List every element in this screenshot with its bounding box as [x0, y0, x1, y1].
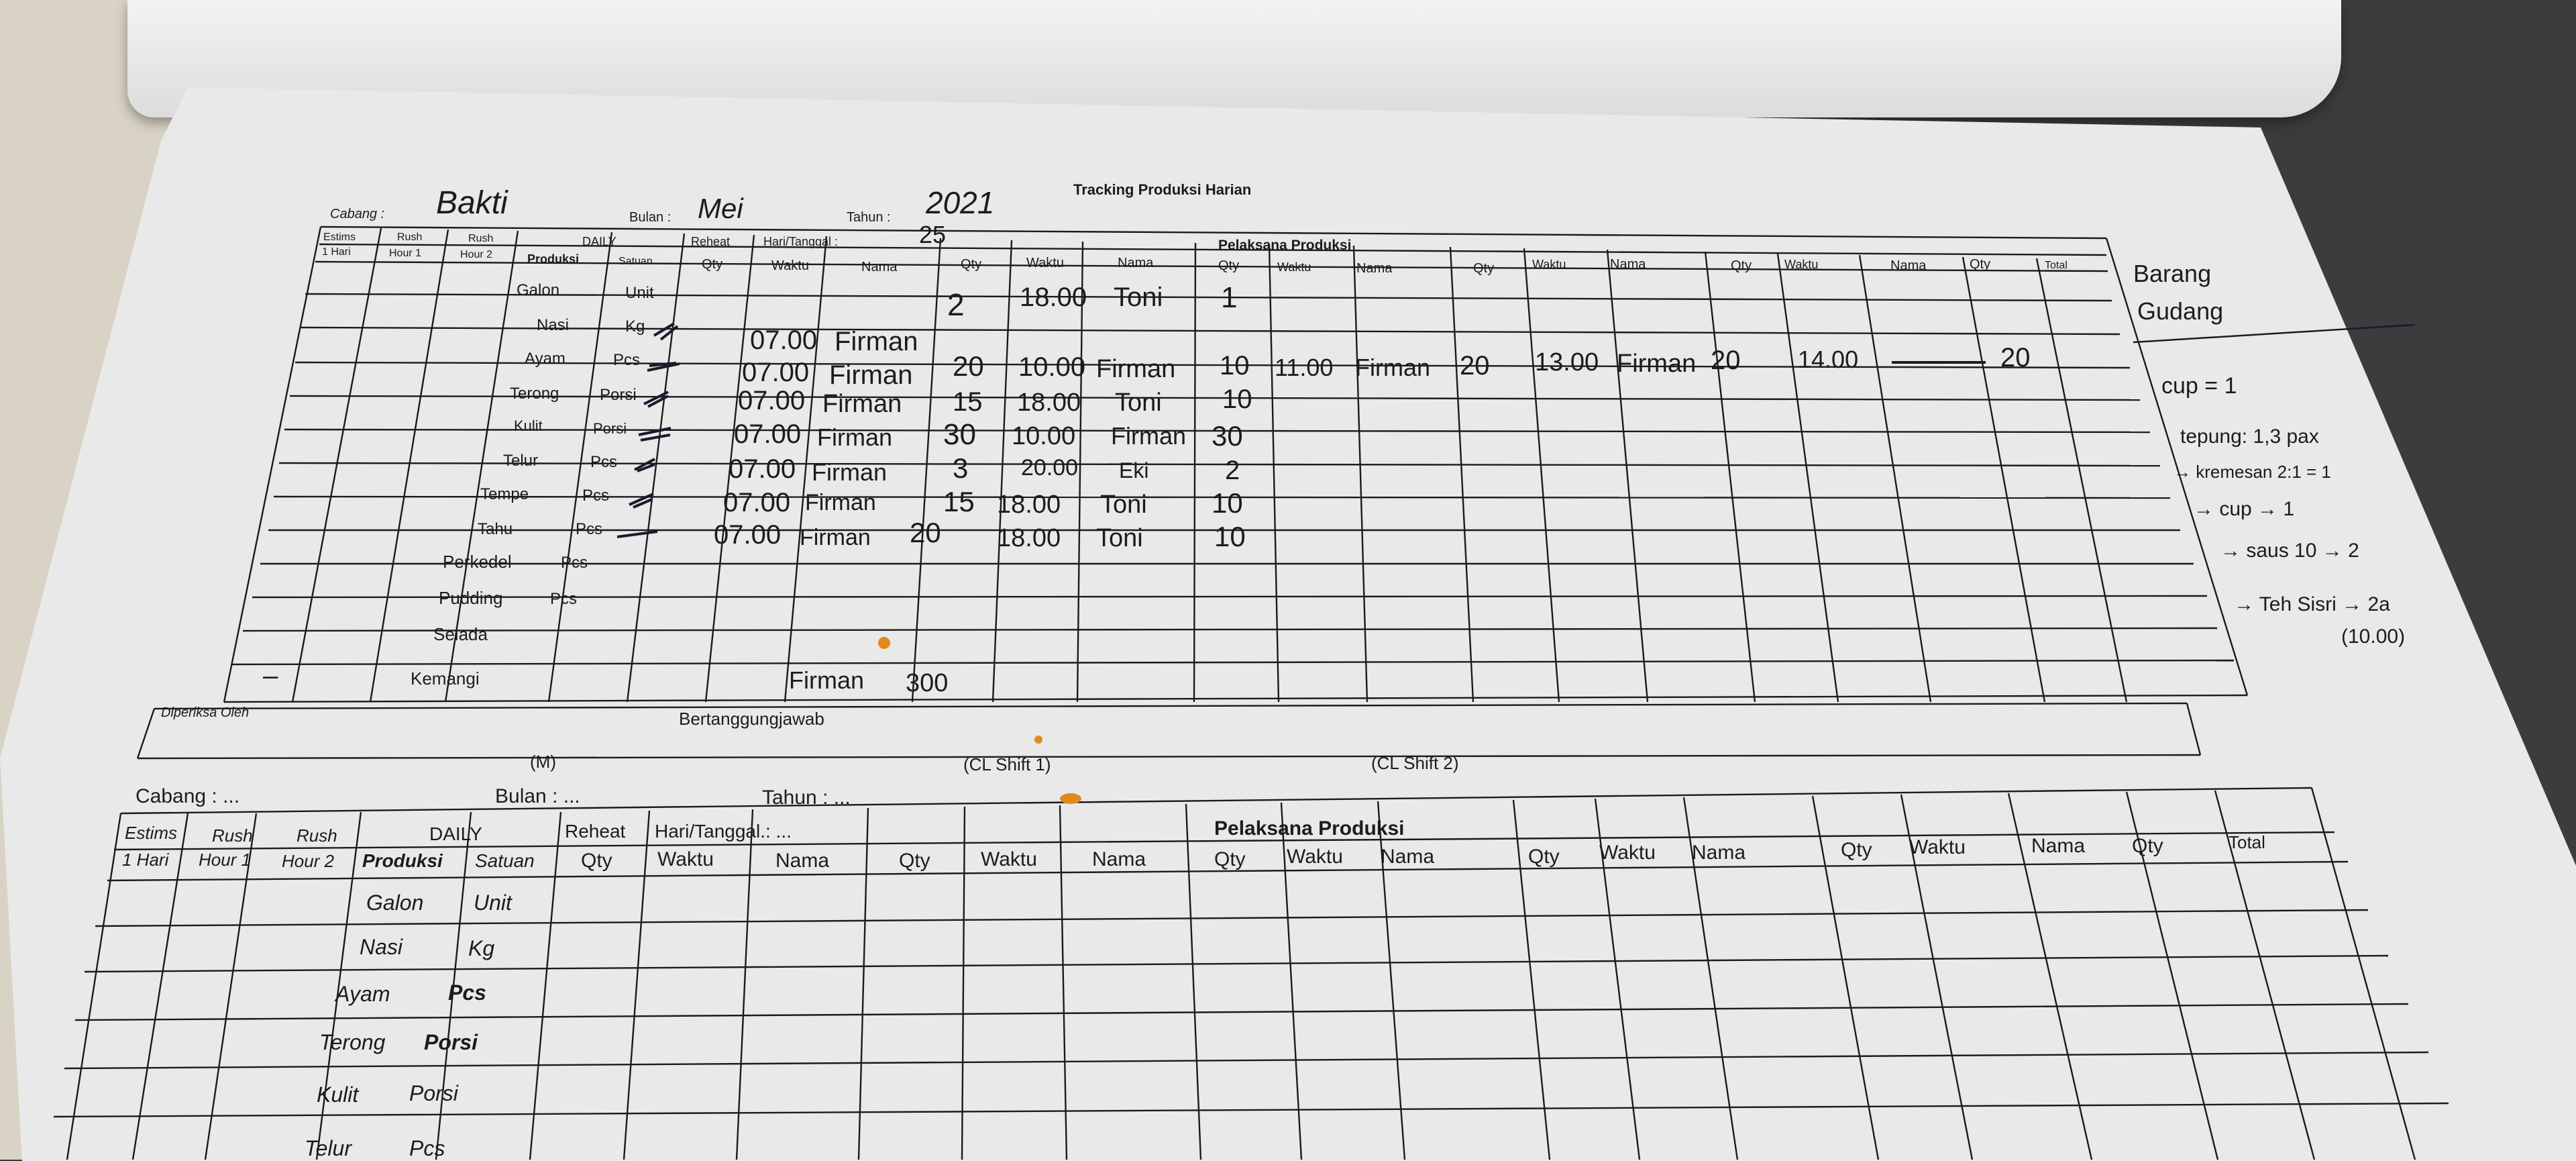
note-tepung: tepung: 1,3 pax [2180, 425, 2319, 448]
header-waktu-4: Waktu [1532, 258, 1566, 271]
header-qty-reheat: Qty [702, 257, 723, 272]
kulit-waktu2: 10.00 [1012, 422, 1076, 450]
row-nasi: Nasi [537, 316, 570, 334]
header-produksi: Produksi [527, 252, 580, 266]
ayam-nama4: Firman [1617, 350, 1697, 378]
b-header-qty-3: Qty [1528, 846, 1560, 868]
note-divider [2133, 325, 2415, 342]
tahu-qty1: 20 [910, 517, 941, 548]
telur-waktu2: 20.00 [1021, 455, 1079, 481]
bertanggungjawab: Bertanggungjawab [679, 709, 824, 729]
bottom-product-rows [305, 891, 513, 1160]
note-cup-2: → cup → 1 [2194, 498, 2295, 520]
cabang-label-2: Cabang : ... [136, 785, 240, 807]
b-header-satuan: Satuan [475, 850, 535, 871]
header-qty-3: Qty [1473, 261, 1495, 276]
tahun-label-2: Tahun : ... [762, 787, 851, 809]
note-teh: → Teh Sisri → 2a [2234, 593, 2390, 615]
ayam-waktu3: 11.00 [1275, 354, 1334, 381]
telur-waktu1: 07.00 [729, 454, 796, 484]
kulit-nama2: Firman [1111, 422, 1187, 450]
kemangi-nama: Firman [789, 666, 865, 694]
b-header-rush1: Rush [212, 825, 253, 846]
sign-cl-shift-2: (CL Shift 2) [1371, 753, 1459, 773]
telur-qty1: 3 [953, 452, 969, 484]
header-qty-5: Qty [1970, 257, 1991, 272]
ayam-qty1: 20 [953, 350, 984, 382]
terong-waktu2: 18.00 [1017, 389, 1081, 417]
row-kulit: Kulit [514, 417, 543, 434]
b-header-nama-1: Nama [775, 850, 830, 872]
galon-nama2: Toni [1114, 283, 1163, 312]
satuan-kulit: Porsi [593, 420, 627, 437]
nasi-nama1: Firman [835, 327, 918, 356]
sign-cl-shift-1: (CL Shift 1) [963, 754, 1051, 774]
tahu-waktu1: 07.00 [714, 520, 782, 550]
kulit-waktu1: 07.00 [734, 419, 802, 449]
header-waktu-5: Waktu [1784, 258, 1819, 271]
bottom-header-row [122, 817, 2265, 872]
b-row-telur: Telur [305, 1136, 352, 1160]
header-rush1-b: Hour 1 [389, 248, 422, 259]
header-reheat: Reheat [691, 235, 731, 248]
header-qty-1: Qty [961, 257, 982, 272]
ayam-qty3: 20 [1460, 351, 1490, 381]
ayam-nama1: Firman [829, 360, 913, 390]
tahun-label: Tahun : [847, 210, 891, 225]
telur-nama1: Firman [812, 458, 888, 486]
tempe-waktu2: 18.00 [997, 491, 1061, 519]
ayam-nama3: Firman [1355, 354, 1431, 381]
ayam-waktu5: 14.00 [1798, 346, 1859, 373]
b-header-pelaksana: Pelaksana Produksi [1214, 817, 1405, 840]
b-header-nama-2: Nama [1092, 848, 1146, 870]
b-header-qty-4: Qty [1841, 839, 1872, 861]
kulit-nama1: Firman [817, 423, 893, 451]
b-header-estims-2: 1 Hari [122, 850, 169, 870]
b-header-nama-3: Nama [1381, 846, 1435, 868]
ayam-qty4: 20 [1711, 346, 1741, 375]
ayam-nama2: Firman [1096, 355, 1176, 383]
satuan-tahu: Pcs [576, 520, 603, 538]
tahu-qty2: 10 [1214, 521, 1246, 552]
tempe-nama2: Toni [1100, 491, 1147, 519]
b-header-rush1-b: Hour 1 [199, 850, 252, 870]
ayam-qty2: 10 [1220, 351, 1250, 381]
b-row-ayam: Ayam [335, 982, 390, 1006]
b-header-nama-4: Nama [1692, 842, 1746, 864]
b-header-rush2: Rush [297, 825, 337, 846]
b-header-qty-5: Qty [2132, 835, 2163, 857]
b-header-total: Total [2229, 832, 2265, 852]
header-waktu-1: Waktu [771, 258, 809, 273]
diperiksa-oleh: Diperiksa Oleh [161, 705, 250, 720]
terong-waktu1: 07.00 [738, 386, 806, 415]
b-satuan-telur: Pcs [409, 1136, 445, 1160]
telur-qty2: 2 [1225, 456, 1240, 485]
b-satuan-galon: Unit [474, 891, 512, 915]
note-kremesan: → kremesan 2:1 = 1 [2174, 462, 2331, 482]
header-qty-4: Qty [1731, 258, 1752, 273]
tahu-nama2: Toni [1096, 524, 1143, 552]
b-header-waktu-2: Waktu [981, 848, 1037, 870]
kulit-qty2: 30 [1212, 420, 1243, 452]
kemangi-estims: – [263, 661, 278, 691]
note-cup: cup = 1 [2161, 373, 2237, 399]
b-header-produksi: Produksi [362, 850, 443, 871]
header-rush2: Rush [468, 233, 494, 244]
row-pudding: Pudding [439, 588, 503, 608]
b-header-reheat: Reheat [565, 821, 626, 842]
row-tahu: Tahu [478, 520, 513, 538]
ayam-qty5: 20 [2000, 343, 2031, 372]
satuan-tempe: Pcs [582, 487, 610, 505]
b-row-kulit: Kulit [317, 1082, 359, 1107]
row-ayam: Ayam [525, 350, 566, 368]
satuan-perkedel: Pcs [561, 554, 588, 572]
header-waktu-3: Waktu [1277, 260, 1311, 274]
bulan-label-2: Bulan : ... [495, 785, 580, 807]
bulan-label: Bulan : [629, 210, 672, 225]
terong-nama2: Toni [1115, 389, 1162, 417]
cabang-label: Cabang : [330, 207, 385, 221]
ayam-waktu4: 13.00 [1535, 348, 1599, 376]
row-telur: Telur [503, 452, 539, 470]
tahun-value: 2021 [926, 185, 995, 220]
row-kemangi: Kemangi [411, 668, 480, 689]
b-header-daily: DAILY [429, 823, 482, 844]
b-header-hari-tanggal: Hari/Tanggal.: ... [655, 821, 792, 842]
b-header-estims: Estims [125, 823, 177, 843]
sign-m: (M) [530, 752, 556, 772]
tempe-waktu1: 07.00 [723, 488, 791, 517]
galon-qty1: 2 [947, 287, 965, 322]
satuan-galon: Unit [625, 284, 654, 302]
stain-dot [878, 637, 890, 649]
hari-tanggal-value: 25 [919, 221, 947, 248]
tahu-waktu2: 18.00 [997, 524, 1061, 552]
b-row-nasi: Nasi [360, 935, 403, 959]
tempe-nama1: Firman [805, 490, 876, 515]
ayam-waktu2: 10.00 [1018, 352, 1086, 382]
header-hari-tanggal: Hari/Tanggal : [763, 235, 839, 248]
nasi-waktu1: 07.00 [750, 325, 818, 355]
b-header-rush2-b: Hour 2 [282, 851, 335, 871]
header-satuan: Satuan [619, 256, 653, 267]
stain-dot-3 [1034, 736, 1042, 744]
b-header-waktu-1: Waktu [657, 848, 714, 870]
header-waktu-2: Waktu [1026, 256, 1064, 270]
header-rush1: Rush [397, 232, 423, 243]
b-header-waktu-4: Waktu [1599, 842, 1656, 864]
b-header-qty: Qty [581, 850, 612, 872]
header-estims: Estims [323, 232, 356, 243]
stain-dot-2 [1060, 793, 1081, 804]
satuan-terong: Porsi [600, 386, 637, 404]
header-nama-1: Nama [861, 260, 898, 274]
header-estims-2: 1 Hari [322, 246, 351, 258]
satuan-telur: Pcs [590, 453, 618, 471]
header-nama-4: Nama [1610, 257, 1646, 272]
header-daily: DAILY [582, 235, 616, 248]
b-satuan-terong: Porsi [424, 1030, 478, 1054]
b-row-terong: Terong [319, 1030, 386, 1054]
cabang-value: Bakti [436, 185, 508, 221]
b-header-waktu-3: Waktu [1287, 846, 1343, 868]
row-perkedel: Perkedel [443, 552, 512, 572]
tempe-qty2: 10 [1212, 487, 1243, 519]
note-barang: Barang [2133, 260, 2212, 287]
galon-qty2: 1 [1221, 281, 1238, 314]
b-header-nama-5: Nama [2031, 835, 2086, 857]
b-satuan-kulit: Porsi [409, 1081, 458, 1105]
header-total: Total [2045, 260, 2068, 271]
row-galon: Galon [517, 281, 560, 299]
kulit-qty1: 30 [943, 418, 976, 451]
b-header-qty-1: Qty [899, 850, 930, 872]
note-saus: → saus 10 → 2 [2220, 540, 2359, 562]
terong-qty2: 10 [1222, 385, 1252, 414]
b-satuan-nasi: Kg [468, 936, 495, 960]
b-header-waktu-5: Waktu [1909, 836, 1966, 858]
header-nama-5: Nama [1890, 258, 1927, 273]
header-rush2-b: Hour 2 [460, 249, 493, 260]
satuan-pudding: Pcs [550, 590, 578, 608]
satuan-nasi: Kg [625, 317, 645, 336]
header-nama-2: Nama [1118, 256, 1154, 270]
b-row-galon: Galon [366, 891, 424, 915]
terong-qty1: 15 [953, 387, 983, 417]
kemangi-qty: 300 [906, 669, 949, 697]
b-satuan-ayam: Pcs [448, 980, 486, 1005]
bulan-value: Mei [698, 193, 743, 224]
top-product-rows [411, 281, 654, 689]
row-terong: Terong [510, 385, 559, 403]
tempe-qty1: 15 [943, 486, 975, 517]
galon-waktu2: 18.00 [1020, 283, 1087, 312]
header-pelaksana: Pelaksana Produksi [1218, 238, 1352, 253]
b-header-qty-2: Qty [1214, 848, 1246, 870]
tahu-nama1: Firman [800, 525, 871, 550]
row-tempe: Tempe [480, 485, 529, 503]
telur-nama2: Eki [1119, 458, 1149, 483]
header-nama-3: Nama [1356, 261, 1393, 276]
header-qty-2: Qty [1218, 258, 1240, 273]
note-gudang: Gudang [2137, 297, 2224, 325]
form-title: Tracking Produksi Harian [1073, 181, 1252, 198]
row-selada: Selada [433, 624, 488, 644]
terong-nama1: Firman [822, 390, 902, 418]
side-notes [2133, 260, 2415, 648]
satuan-ayam: Pcs [613, 351, 641, 369]
note-time: (10.00) [2341, 625, 2406, 648]
ayam-waktu1: 07.00 [742, 358, 810, 387]
